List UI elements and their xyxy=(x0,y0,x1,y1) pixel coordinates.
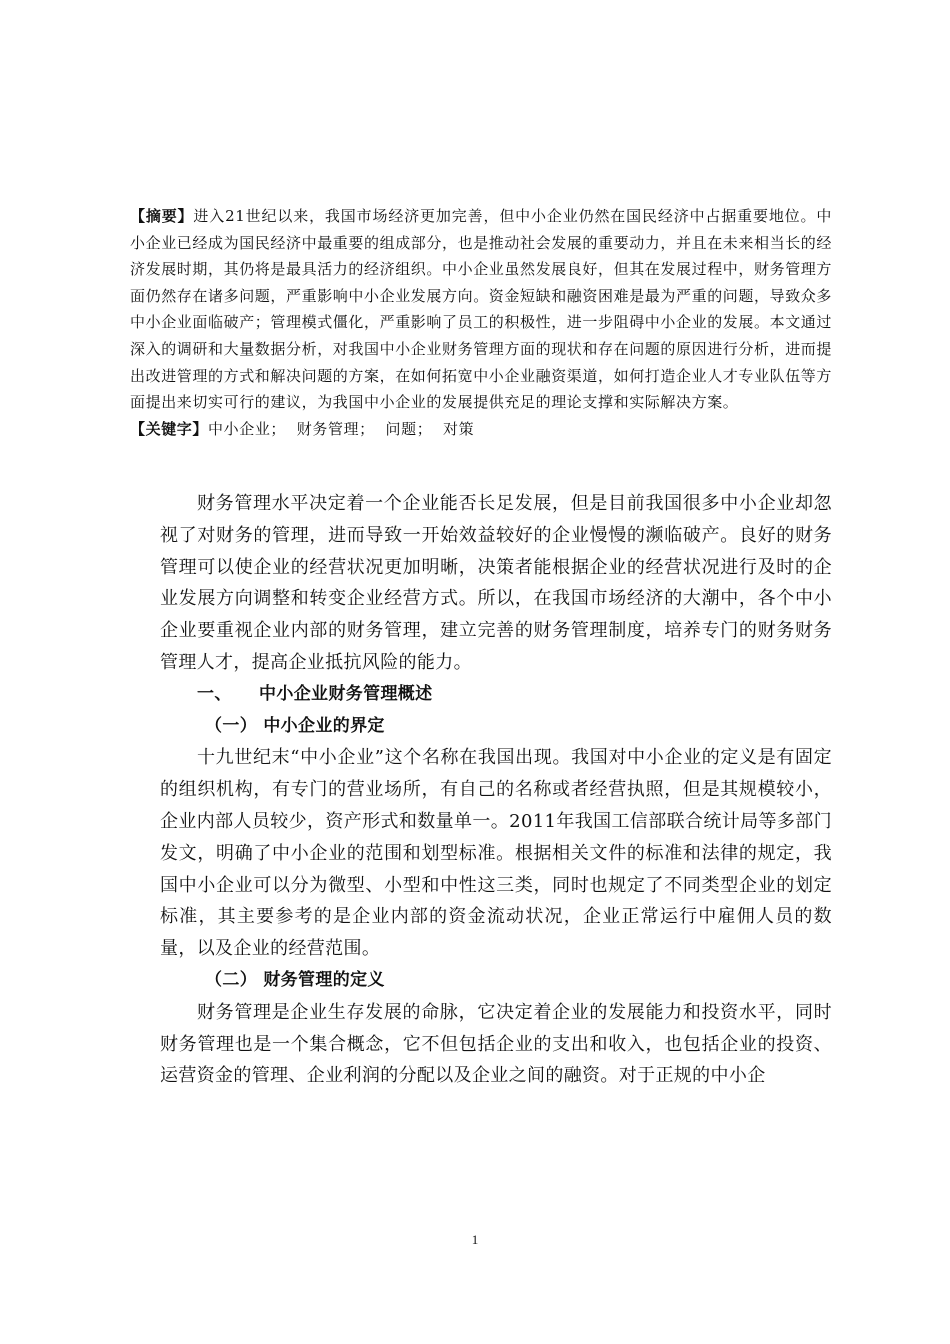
keywords-text: 中小企业； 财务管理； 问题； 对策 xyxy=(208,419,475,438)
subsection-heading-1: （一） 中小企业的界定 xyxy=(205,715,385,736)
section-number: 一、 xyxy=(197,683,232,704)
section-title: 中小企业财务管理概述 xyxy=(259,683,433,704)
page-number: 1 xyxy=(471,1232,479,1247)
section-heading xyxy=(160,679,832,711)
body-paragraph-1: 十九世纪末“中小企业”这个名称在我国出现。我国对中小企业的定义是有固定的组织机构，有专门的营业场所，有自己的名称或者经营执照，但是其规模较小，企业内部人员较少，资产形式和数量单一。2011年我国工信部联合统计局等多部门发文，明确了中小企业的范围和划型标准。根据相关文件的标准和法律的规定，我国中小企业可以分为微型、小型和中性这三类，同时也规定了不同类型企业的划定标准，其主要参考的是企业内部的资金流动状况，企业正常运行中雇佣人员的数量，以及企业的经营范围。 xyxy=(160,747,832,960)
abstract-label: 【摘要】 xyxy=(130,207,194,225)
subsection-heading-2: （二） 财务管理的定义 xyxy=(205,969,385,990)
keywords-label: 【关键字】 xyxy=(130,419,209,438)
abstract-paragraph xyxy=(130,203,832,416)
intro-paragraph: 财务管理水平决定着一个企业能否长足发展，但是目前我国很多中小企业却忽视了对财务的管理，进而导致一开始效益较好的企业慢慢的濒临破产。良好的财务管理可以使企业的经营状况更加明晰，决策者能根据企业的经营状况进行及时的企业发展方向调整和转变企业经营方式。所以，在我国市场经济的大潮中，各个中小企业要重视企业内部的财务管理，建立完善的财务管理制度，培养专门的财务财务管理人才，提高企业抵抗风险的能力。 xyxy=(160,493,832,673)
body-section xyxy=(160,488,832,1092)
abstract-section xyxy=(130,203,832,442)
body-paragraph-2: 财务管理是企业生存发展的命脉，它决定着企业的发展能力和投资水平，同时财务管理也是一个集合概念，它不但包括企业的支出和收入，也包括企业的投资、运营资金的管理、企业利润的分配以及企业之间的融资。对于正规的中小企 xyxy=(160,1001,832,1087)
abstract-text: 进入21世纪以来，我国市场经济更加完善，但中小企业仍然在国民经济中占据重要地位。中小企业已经成为国民经济中最重要的组成部分，也是推动社会发展的重要动力，并且在未来相当长的经济发展时期，其仍将是最具活力的经济组织。中小企业虽然发展良好，但其在发展过程中，财务管理方面仍然存在诸多问题，严重影响中小企业发展方向。资金短缺和融资困难是最为严重的问题，导致众多中小企业面临破产；管理模式僵化，严重影响了员工的积极性，进一步阻碍中小企业的发展。本文通过深入的调研和大量数据分析，对我国中小企业财务管理方面的现状和存在问题的原因进行分析，进而提出改进管理的方式和解决问题的方案，在如何拓宽中小企业融资渠道，如何打造企业人才专业队伍等方面提出来切实可行的建议，为我国中小企业的发展提供充足的理论支撑和实际解决方案。 xyxy=(130,207,833,412)
keywords-paragraph xyxy=(130,416,832,443)
